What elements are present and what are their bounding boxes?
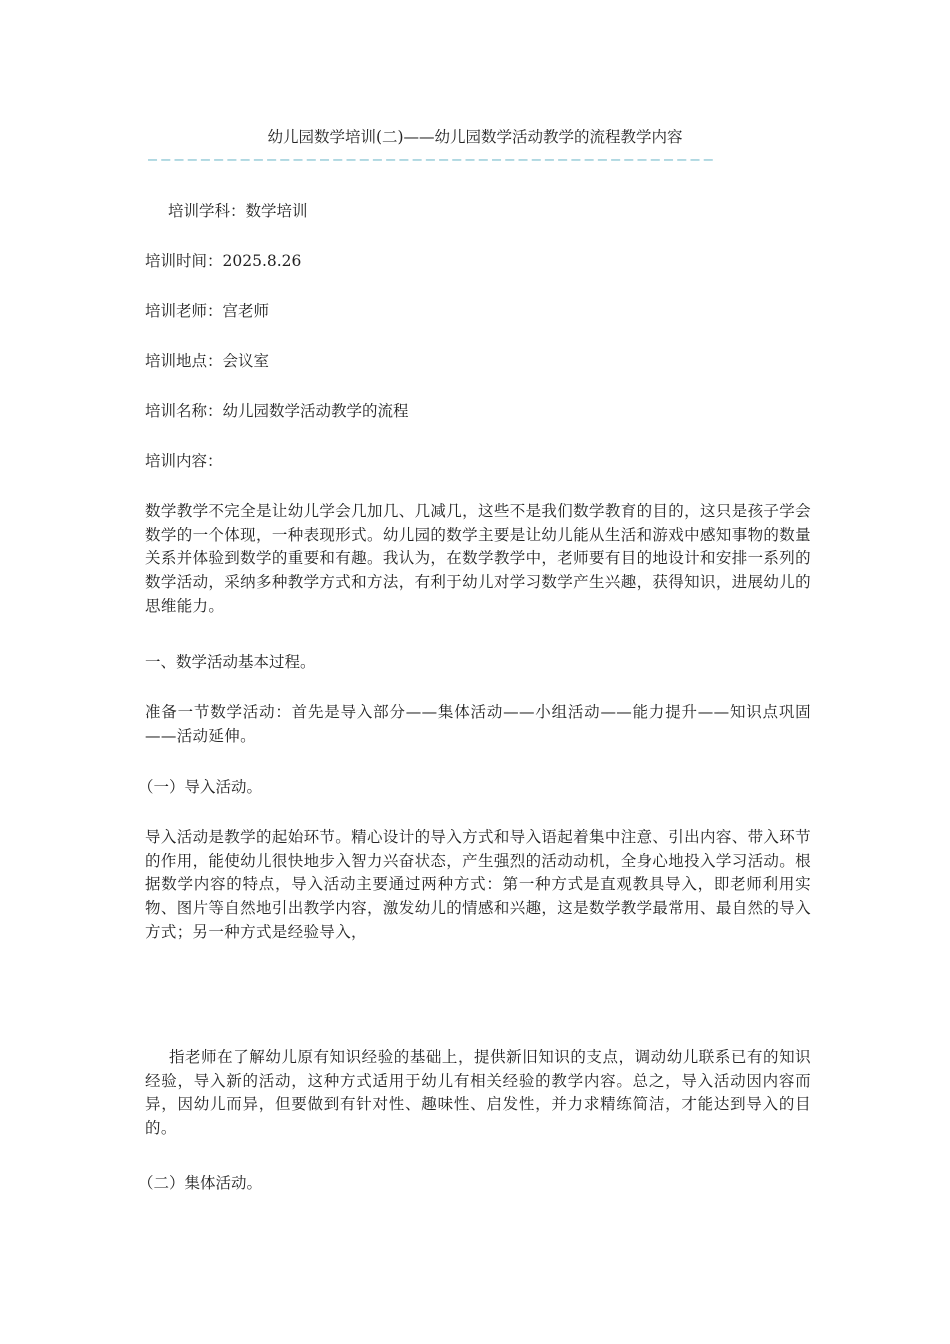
paragraph-experience: 指老师在了解幼儿原有知识经验的基础上，提供新旧知识的支点，调动幼儿联系已有的知识经验，导入新的活动，这种方式适用于幼儿有相关经验的教学内容。总之，导入活动因内容而异，因幼儿而异，但要做到有针对性、趣味性、启发性，并力求精练简洁，才能达到导入的目的。 xyxy=(145,1048,811,1138)
field-content-label: 培训内容： xyxy=(145,452,223,470)
document-title: 幼儿园数学培训(二)——幼儿园数学活动教学的流程教学内容 xyxy=(267,128,683,146)
field-time: 培训时间：2025.8.26 xyxy=(145,252,302,270)
field-teacher: 培训老师：宫老师 xyxy=(145,302,270,320)
subsection-heading-1: （一）导入活动。 xyxy=(138,778,263,796)
paragraph-intro: 数学教学不完全是让幼儿学会几加几、几减几，这些不是我们数学教育的目的，这只是孩子学会数学的一个体现，一种表现形式。幼儿园的数学主要是让幼儿能从生活和游戏中感知事物的数量关系并体验到数学的重要和有趣。我认为，在数学教学中，老师要有目的地设计和安排一系列的数学活动，采纳多种教学方式和方法，有利于幼儿对学习数学产生兴趣，获得知识，进展幼儿的思维能力。 xyxy=(145,502,811,615)
paragraph-intro-activity: 导入活动是教学的起始环节。精心设计的导入方式和导入语起着集中注意、引出内容、带入环节的作用，能使幼儿很快地步入智力兴奋状态，产生强烈的活动动机，全身心地投入学习活动。根据数学内容的特点，导入活动主要通过两种方式：第一种方式是直观教具导入，即老师利用实物、图片等自然地引出教学内容，激发幼儿的情感和兴趣，这是数学教学最常用、最自然的导入方式；另一种方式是经验导入， xyxy=(145,828,811,941)
paragraph-process: 准备一节数学活动：首先是导入部分——集体活动——小组活动——能力提升——知识点巩固——活动延伸。 xyxy=(145,703,811,745)
field-name: 培训名称：幼儿园数学活动教学的流程 xyxy=(145,402,409,420)
field-location: 培训地点：会议室 xyxy=(145,352,270,370)
title-divider: ——————————————————————————————————————————— xyxy=(148,152,717,166)
section-heading-1: 一、数学活动基本过程。 xyxy=(145,653,316,671)
subsection-heading-2: （二）集体活动。 xyxy=(138,1174,263,1192)
field-subject: 培训学科：数学培训 xyxy=(168,202,308,220)
